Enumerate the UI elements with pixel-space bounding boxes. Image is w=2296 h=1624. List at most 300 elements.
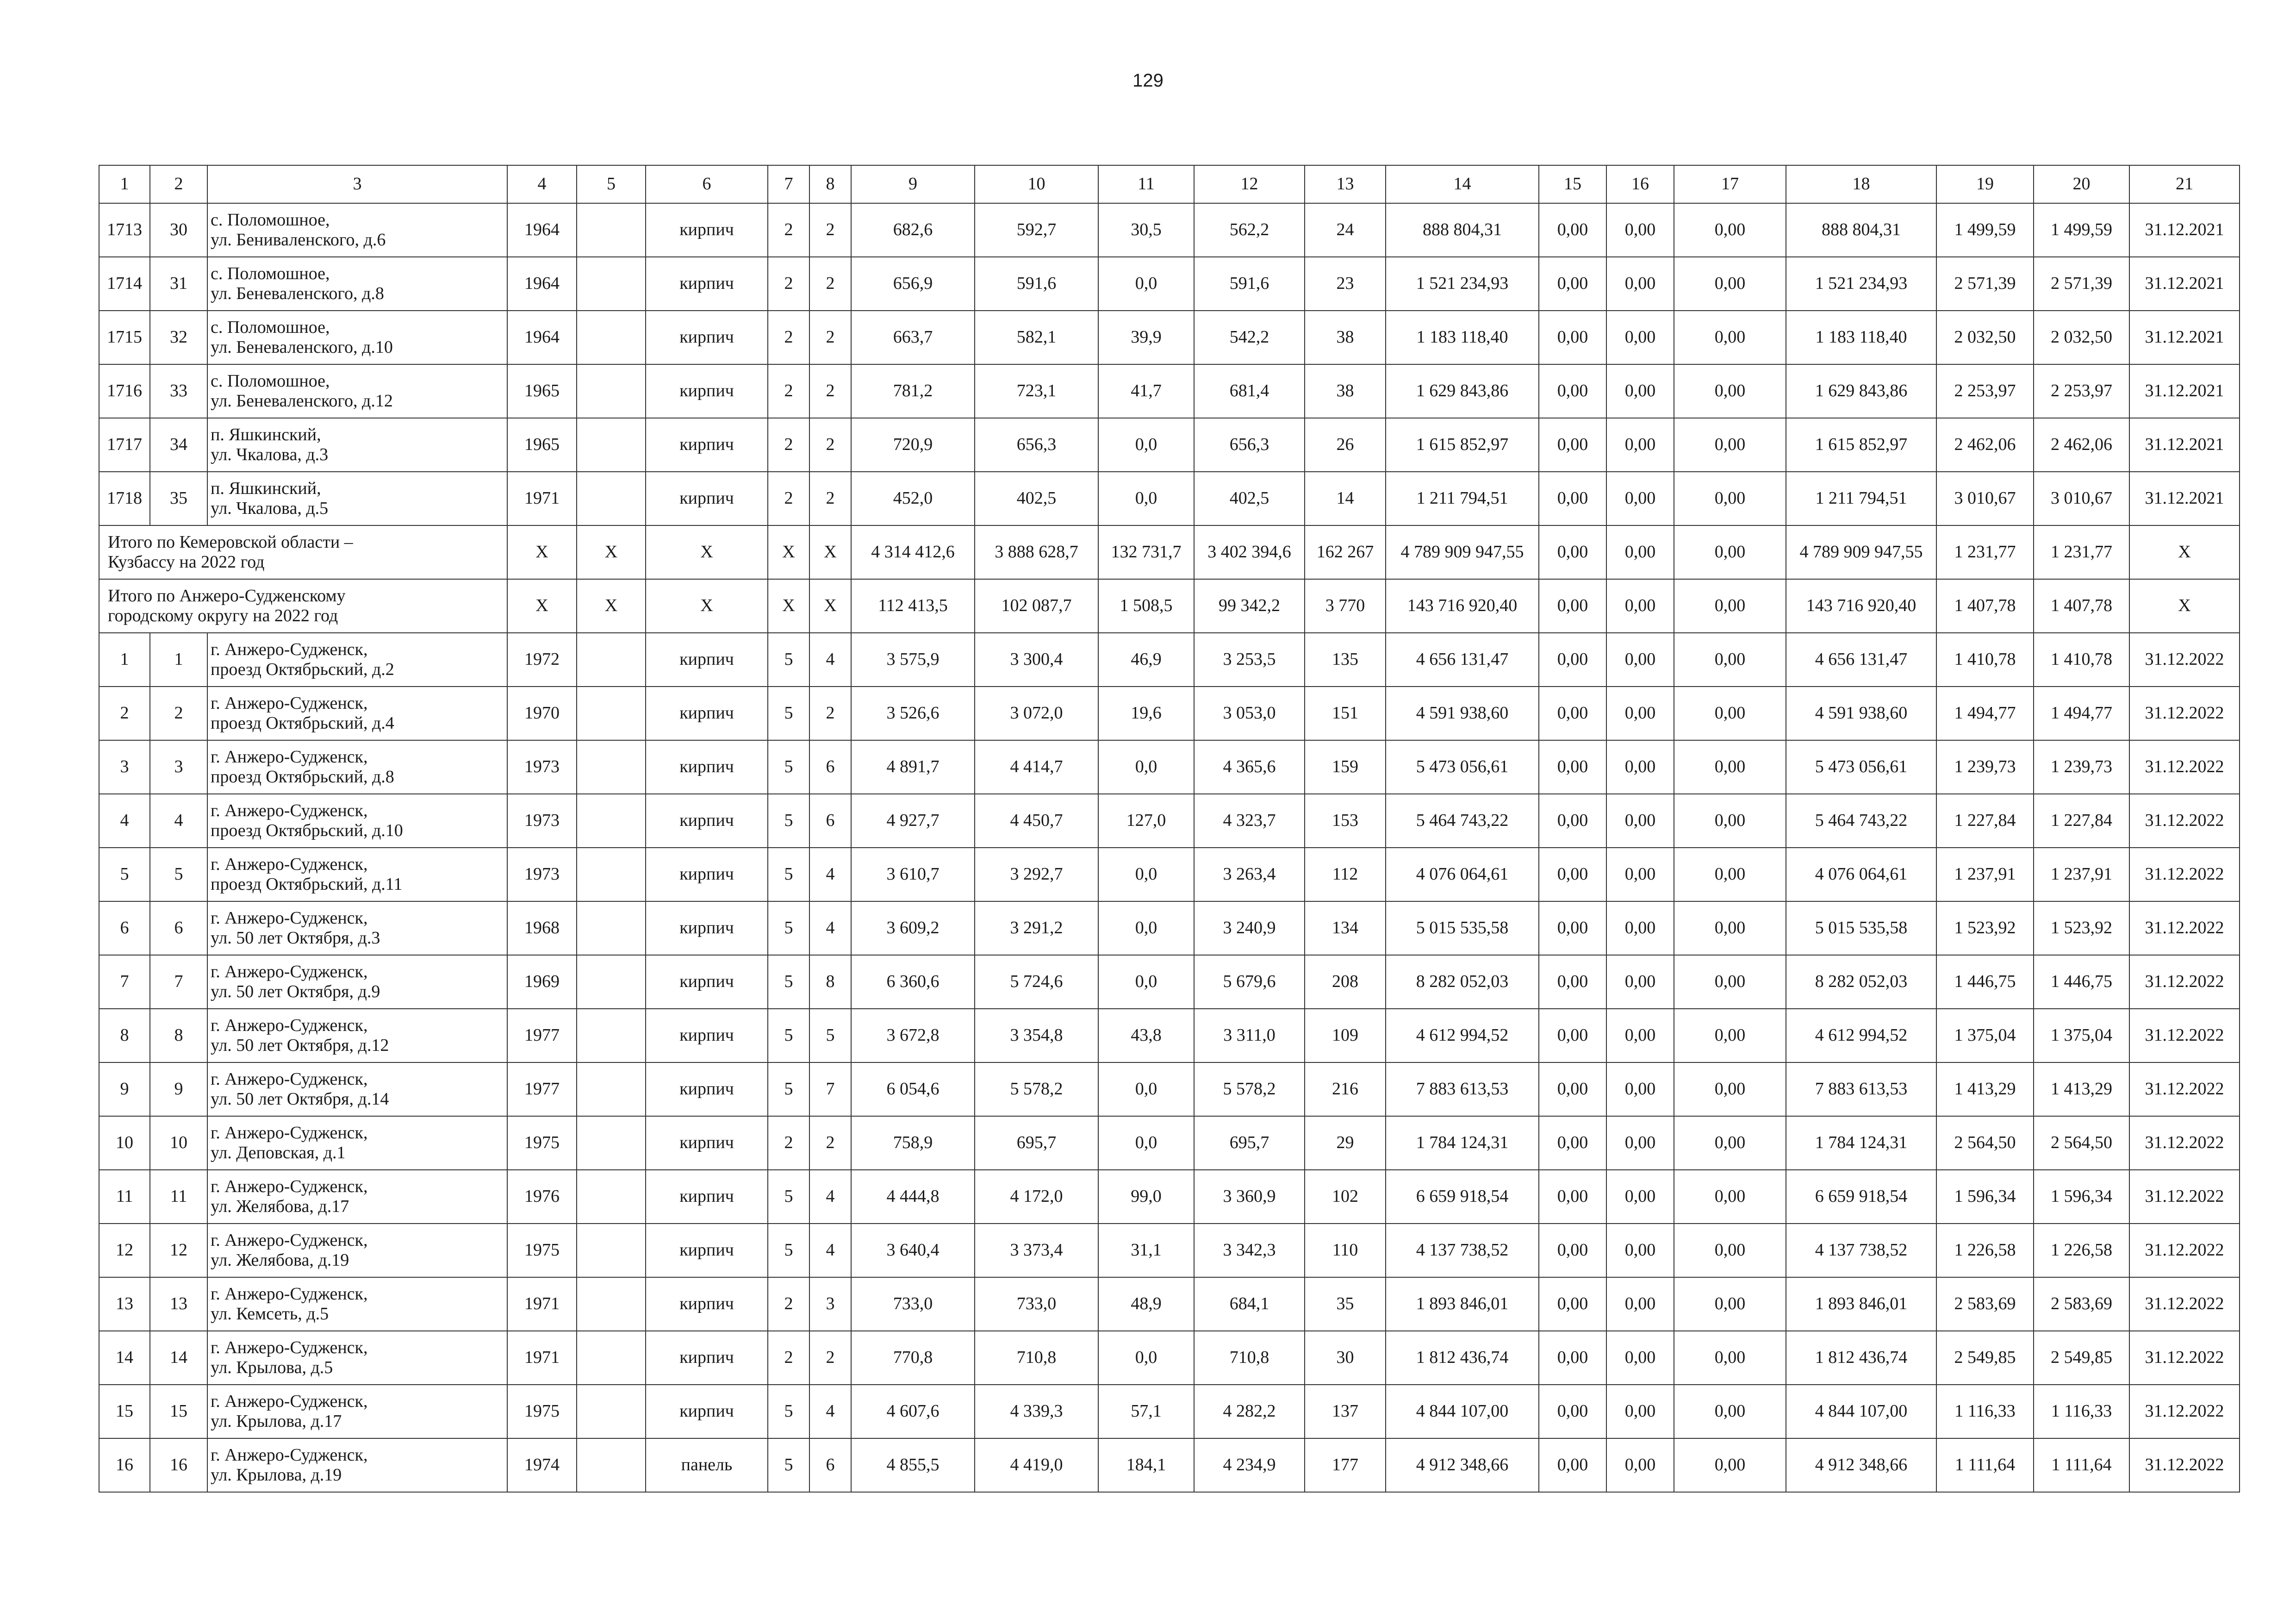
table-cell: Х — [2129, 579, 2240, 633]
address-cell-line: г. Анжеро-Судженск, — [211, 1069, 368, 1089]
table-cell: 31.12.2022 — [2129, 1331, 2240, 1385]
table-cell: 4 612 994,52 — [1386, 1009, 1539, 1062]
table-cell: 6 — [809, 1438, 851, 1492]
table-cell: 681,4 — [1194, 364, 1305, 418]
table-cell: 35 — [150, 472, 207, 525]
address-cell-line: г. Анжеро-Судженск, — [211, 1230, 368, 1250]
table-cell: 1713 — [99, 203, 150, 257]
table-cell: 4 339,3 — [975, 1385, 1098, 1438]
table-cell: 1 183 118,40 — [1386, 311, 1539, 364]
table-cell: 2 583,69 — [2034, 1277, 2129, 1331]
table-cell: 0,00 — [1674, 1438, 1786, 1492]
table-row — [99, 1331, 2240, 1385]
table-cell: 1714 — [99, 257, 150, 311]
table-cell: 2 — [150, 687, 207, 740]
table-cell: 0,00 — [1539, 1331, 1606, 1385]
table-cell: 143 716 920,40 — [1786, 579, 1936, 633]
table-cell: 0,00 — [1674, 364, 1786, 418]
table-row — [99, 794, 2240, 848]
address-cell-line: ул. Беневаленского, д.8 — [211, 284, 384, 303]
table-cell: 0,00 — [1539, 257, 1606, 311]
address-cell-line: ул. Желябова, д.17 — [211, 1197, 349, 1216]
table-row — [99, 687, 2240, 740]
table-cell: 3 770 — [1305, 579, 1386, 633]
table-cell: 5 — [768, 633, 809, 687]
table-cell: 0,00 — [1539, 794, 1606, 848]
table-cell: 99 342,2 — [1194, 579, 1305, 633]
table-cell: 31,1 — [1098, 1224, 1194, 1277]
table-cell: 2 462,06 — [2034, 418, 2129, 472]
table-cell — [577, 203, 646, 257]
table-cell: 109 — [1305, 1009, 1386, 1062]
table-cell: 57,1 — [1098, 1385, 1194, 1438]
table-cell: 7 — [99, 955, 150, 1009]
table-cell: 8 — [809, 955, 851, 1009]
table-cell: 723,1 — [975, 364, 1098, 418]
table-cell: 31.12.2022 — [2129, 687, 2240, 740]
table-cell: кирпич — [646, 1385, 768, 1438]
table-cell: 2 571,39 — [2034, 257, 2129, 311]
address-cell-line: ул. Деповская, д.1 — [211, 1143, 346, 1162]
address-cell — [207, 1116, 507, 1170]
table-cell: 3 402 394,6 — [1194, 525, 1305, 579]
header-cell: 2 — [150, 165, 207, 203]
table-cell: 10 — [150, 1116, 207, 1170]
table-cell: 30 — [1305, 1331, 1386, 1385]
table-cell: кирпич — [646, 1009, 768, 1062]
table-cell: 4 912 348,66 — [1386, 1438, 1539, 1492]
table-cell: 5 — [768, 1385, 809, 1438]
table-cell: 656,9 — [851, 257, 975, 311]
table-cell: 2 564,50 — [1936, 1116, 2034, 1170]
address-cell-line: с. Поломошное, — [211, 371, 330, 391]
table-cell: 0,00 — [1606, 1277, 1674, 1331]
table-cell — [577, 418, 646, 472]
table-cell: 1 226,58 — [1936, 1224, 2034, 1277]
total-label — [99, 525, 507, 579]
table-cell: 7 — [150, 955, 207, 1009]
table-cell: 8 — [150, 1009, 207, 1062]
table-cell: 0,00 — [1539, 1385, 1606, 1438]
table-cell: 3 609,2 — [851, 901, 975, 955]
table-cell — [577, 1170, 646, 1224]
table-cell: 9 — [150, 1062, 207, 1116]
table-cell: 3 010,67 — [2034, 472, 2129, 525]
address-cell-line: г. Анжеро-Судженск, — [211, 962, 368, 982]
table-row — [99, 257, 2240, 311]
table-cell: 34 — [150, 418, 207, 472]
table-cell: кирпич — [646, 1062, 768, 1116]
table-cell: 5 — [809, 1009, 851, 1062]
table-cell: 1 523,92 — [2034, 901, 2129, 955]
table-cell: 0,00 — [1606, 1170, 1674, 1224]
address-cell-line: ул. 50 лет Октября, д.14 — [211, 1089, 389, 1109]
table-cell: 1 784 124,31 — [1386, 1116, 1539, 1170]
table-cell — [577, 1009, 646, 1062]
table-cell: 1 812 436,74 — [1786, 1331, 1936, 1385]
table-cell: 0,00 — [1674, 472, 1786, 525]
table-cell: 1976 — [507, 1170, 577, 1224]
table-cell: 1 523,92 — [1936, 901, 2034, 955]
table-cell: 2 — [768, 1331, 809, 1385]
table-cell: 1 239,73 — [1936, 740, 2034, 794]
table-cell: 2 — [768, 1277, 809, 1331]
table-cell: Х — [768, 525, 809, 579]
address-cell-line: г. Анжеро-Судженск, — [211, 1177, 368, 1197]
table-cell: 1965 — [507, 364, 577, 418]
table-row — [99, 364, 2240, 418]
table-row — [99, 311, 2240, 364]
table-cell: 2 032,50 — [1936, 311, 2034, 364]
table-cell: 1 227,84 — [2034, 794, 2129, 848]
table-cell: 4 365,6 — [1194, 740, 1305, 794]
table-cell: 663,7 — [851, 311, 975, 364]
buildings-table — [99, 165, 2240, 1493]
table-cell: 39,9 — [1098, 311, 1194, 364]
total-label-line: Кузбассу на 2022 год — [108, 552, 265, 572]
table-cell: 1970 — [507, 687, 577, 740]
table-cell: 4 789 909 947,55 — [1386, 525, 1539, 579]
table-cell: 1 237,91 — [1936, 848, 2034, 901]
address-cell-line: ул. Желябова, д.19 — [211, 1250, 349, 1270]
table-cell: 0,00 — [1539, 1277, 1606, 1331]
table-cell: Х — [577, 525, 646, 579]
address-cell-line: ул. Кемсеть, д.5 — [211, 1304, 329, 1324]
table-cell: 4 137 738,52 — [1386, 1224, 1539, 1277]
address-cell — [207, 794, 507, 848]
table-cell: 0,0 — [1098, 1331, 1194, 1385]
address-cell — [207, 472, 507, 525]
table-cell: 184,1 — [1098, 1438, 1194, 1492]
address-cell — [207, 1385, 507, 1438]
table-cell: 1 111,64 — [2034, 1438, 2129, 1492]
table-cell: 2 462,06 — [1936, 418, 2034, 472]
table-cell: кирпич — [646, 257, 768, 311]
table-cell — [577, 1062, 646, 1116]
table-cell: 4 076 064,61 — [1786, 848, 1936, 901]
table-cell: 1 446,75 — [1936, 955, 2034, 1009]
table-cell: 2 253,97 — [1936, 364, 2034, 418]
table-cell: 30 — [150, 203, 207, 257]
address-cell — [207, 687, 507, 740]
table-cell: кирпич — [646, 794, 768, 848]
table-row — [99, 955, 2240, 1009]
table-cell: 710,8 — [1194, 1331, 1305, 1385]
table-row — [99, 848, 2240, 901]
table-cell: 1971 — [507, 1331, 577, 1385]
table-cell: 12 — [150, 1224, 207, 1277]
address-cell — [207, 955, 507, 1009]
table-cell: 5 — [768, 848, 809, 901]
table-cell: 5 578,2 — [975, 1062, 1098, 1116]
table-cell: 102 — [1305, 1170, 1386, 1224]
table-cell: 4 137 738,52 — [1786, 1224, 1936, 1277]
table-cell: 2 — [768, 418, 809, 472]
table-cell: 1 499,59 — [2034, 203, 2129, 257]
table-cell: 3 — [150, 740, 207, 794]
table-cell: 0,00 — [1674, 1170, 1786, 1224]
table-cell: 542,2 — [1194, 311, 1305, 364]
table-cell: 31.12.2021 — [2129, 203, 2240, 257]
table-cell — [577, 794, 646, 848]
table-cell: 13 — [99, 1277, 150, 1331]
table-cell: 30,5 — [1098, 203, 1194, 257]
table-cell: 758,9 — [851, 1116, 975, 1170]
table-cell: 38 — [1305, 364, 1386, 418]
table-cell: 1715 — [99, 311, 150, 364]
table-cell: 1 410,78 — [2034, 633, 2129, 687]
table-cell: 41,7 — [1098, 364, 1194, 418]
table-cell: 7 883 613,53 — [1386, 1062, 1539, 1116]
table-cell: 3 292,7 — [975, 848, 1098, 901]
table-cell: 1 211 794,51 — [1786, 472, 1936, 525]
address-cell — [207, 203, 507, 257]
table-cell: 5 — [99, 848, 150, 901]
table-cell: 1 116,33 — [1936, 1385, 2034, 1438]
table-row — [99, 1385, 2240, 1438]
table-cell: 31.12.2021 — [2129, 311, 2240, 364]
table-cell: 1 211 794,51 — [1386, 472, 1539, 525]
table-cell: 4 — [150, 794, 207, 848]
address-cell-line: ул. Крылова, д.19 — [211, 1465, 342, 1485]
table-cell: 4 891,7 — [851, 740, 975, 794]
table-cell: 31.12.2022 — [2129, 1062, 2240, 1116]
table-cell: 1965 — [507, 418, 577, 472]
table-cell: 2 — [768, 257, 809, 311]
table-cell: 0,00 — [1674, 794, 1786, 848]
table-cell: 0,00 — [1674, 203, 1786, 257]
table-cell: 1977 — [507, 1009, 577, 1062]
table-cell: 0,00 — [1539, 418, 1606, 472]
table-cell: 15 — [150, 1385, 207, 1438]
table-cell: 695,7 — [1194, 1116, 1305, 1170]
header-cell: 6 — [646, 165, 768, 203]
table-row — [99, 740, 2240, 794]
total-row — [99, 579, 2240, 633]
table-cell: 1973 — [507, 740, 577, 794]
table-cell: 16 — [99, 1438, 150, 1492]
table-cell: 13 — [150, 1277, 207, 1331]
table-cell: 452,0 — [851, 472, 975, 525]
table-cell: 582,1 — [975, 311, 1098, 364]
table-cell: 1975 — [507, 1116, 577, 1170]
table-cell: 38 — [1305, 311, 1386, 364]
table-cell: 0,0 — [1098, 901, 1194, 955]
table-cell: 0,00 — [1539, 1170, 1606, 1224]
table-cell: 4 234,9 — [1194, 1438, 1305, 1492]
address-cell-line: г. Анжеро-Судженск, — [211, 1338, 368, 1358]
table-cell: 135 — [1305, 633, 1386, 687]
table-cell: 1 111,64 — [1936, 1438, 2034, 1492]
table-cell: 0,00 — [1674, 1331, 1786, 1385]
table-cell: кирпич — [646, 364, 768, 418]
table-cell: 3 575,9 — [851, 633, 975, 687]
table-cell: 2 — [809, 311, 851, 364]
table-cell: 0,00 — [1674, 955, 1786, 1009]
table-cell: 5 — [768, 1009, 809, 1062]
table-cell: 1969 — [507, 955, 577, 1009]
table-cell: 591,6 — [975, 257, 1098, 311]
table-cell: 1 375,04 — [1936, 1009, 2034, 1062]
table-cell: 1 237,91 — [2034, 848, 2129, 901]
table-cell: 591,6 — [1194, 257, 1305, 311]
table-cell: 6 — [99, 901, 150, 955]
address-cell-line: проезд Октябрьский, д.11 — [211, 874, 403, 894]
table-cell: 0,00 — [1606, 203, 1674, 257]
table-cell: 0,00 — [1606, 1224, 1674, 1277]
table-cell: 112 413,5 — [851, 579, 975, 633]
table-cell: 48,9 — [1098, 1277, 1194, 1331]
table-cell: кирпич — [646, 901, 768, 955]
table-cell: 1 893 846,01 — [1786, 1277, 1936, 1331]
table-cell: 1 494,77 — [1936, 687, 2034, 740]
table-cell: 1 629 843,86 — [1386, 364, 1539, 418]
table-cell: 3 311,0 — [1194, 1009, 1305, 1062]
table-cell: 2 — [809, 418, 851, 472]
table-cell: 5 473 056,61 — [1786, 740, 1936, 794]
table-cell: 3 373,4 — [975, 1224, 1098, 1277]
address-cell-line: г. Анжеро-Судженск, — [211, 1123, 368, 1143]
table-cell: 0,00 — [1606, 311, 1674, 364]
table-cell: 0,00 — [1539, 955, 1606, 1009]
table-cell: 2 253,97 — [2034, 364, 2129, 418]
address-cell — [207, 364, 507, 418]
header-cell: 12 — [1194, 165, 1305, 203]
table-cell: 3 053,0 — [1194, 687, 1305, 740]
table-cell: 1975 — [507, 1224, 577, 1277]
table-cell: 0,00 — [1674, 1224, 1786, 1277]
table-cell: кирпич — [646, 472, 768, 525]
table-cell: 2 — [768, 472, 809, 525]
address-cell — [207, 1009, 507, 1062]
table-cell: 6 — [150, 901, 207, 955]
table-cell: 402,5 — [1194, 472, 1305, 525]
table-cell: 162 267 — [1305, 525, 1386, 579]
table-cell: 3 263,4 — [1194, 848, 1305, 901]
table-cell: 4 — [809, 1170, 851, 1224]
table-cell: 31.12.2022 — [2129, 740, 2240, 794]
header-cell: 13 — [1305, 165, 1386, 203]
table-cell: 1 413,29 — [1936, 1062, 2034, 1116]
table-cell: 2 — [768, 1116, 809, 1170]
table-cell: 0,00 — [1606, 525, 1674, 579]
address-cell-line: с. Поломошное, — [211, 318, 330, 337]
table-cell: 4 — [809, 1224, 851, 1277]
table-cell: 31.12.2021 — [2129, 364, 2240, 418]
table-row — [99, 1224, 2240, 1277]
address-cell-line: проезд Октябрьский, д.4 — [211, 713, 394, 733]
table-cell: 1 615 852,97 — [1386, 418, 1539, 472]
table-cell: 1716 — [99, 364, 150, 418]
table-cell: 1 — [99, 633, 150, 687]
table-cell: 1975 — [507, 1385, 577, 1438]
table-cell: 2 — [809, 687, 851, 740]
table-cell: 3 640,4 — [851, 1224, 975, 1277]
table-cell: 6 659 918,54 — [1386, 1170, 1539, 1224]
table-cell — [577, 472, 646, 525]
table-cell: 1 812 436,74 — [1386, 1331, 1539, 1385]
table-cell: 1717 — [99, 418, 150, 472]
table-cell: 0,00 — [1606, 848, 1674, 901]
address-cell — [207, 1224, 507, 1277]
table-cell: 656,3 — [1194, 418, 1305, 472]
table-cell: 1718 — [99, 472, 150, 525]
address-cell-line: г. Анжеро-Судженск, — [211, 801, 368, 821]
table-cell: Х — [577, 579, 646, 633]
table-cell: 5 464 743,22 — [1386, 794, 1539, 848]
table-cell: 0,0 — [1098, 955, 1194, 1009]
table-cell: кирпич — [646, 1277, 768, 1331]
table-cell: 31.12.2022 — [2129, 901, 2240, 955]
table-cell: 1 499,59 — [1936, 203, 2034, 257]
table-cell: 19,6 — [1098, 687, 1194, 740]
address-cell-line: г. Анжеро-Судженск, — [211, 693, 368, 713]
table-cell: 4 — [809, 633, 851, 687]
table-cell — [577, 955, 646, 1009]
total-label-line: Итого по Кемеровской области – — [108, 532, 353, 552]
table-cell: 0,0 — [1098, 1062, 1194, 1116]
table-cell: 33 — [150, 364, 207, 418]
table-cell: 5 — [768, 740, 809, 794]
table-cell: 4 — [99, 794, 150, 848]
table-cell: 8 282 052,03 — [1786, 955, 1936, 1009]
table-cell: 1968 — [507, 901, 577, 955]
table-cell: 110 — [1305, 1224, 1386, 1277]
table-cell: 46,9 — [1098, 633, 1194, 687]
table-cell: 0,0 — [1098, 740, 1194, 794]
table-cell: 5 — [768, 1438, 809, 1492]
table-cell: 888 804,31 — [1386, 203, 1539, 257]
table-cell: 4 076 064,61 — [1386, 848, 1539, 901]
address-cell-line: с. Поломошное, — [211, 264, 330, 284]
table-cell: 0,00 — [1539, 633, 1606, 687]
table-cell: 5 — [768, 1170, 809, 1224]
table-cell: 102 087,7 — [975, 579, 1098, 633]
table-cell: 9 — [99, 1062, 150, 1116]
table-cell: 0,00 — [1606, 579, 1674, 633]
table-cell: 132 731,7 — [1098, 525, 1194, 579]
table-cell: 151 — [1305, 687, 1386, 740]
address-cell — [207, 1062, 507, 1116]
table-cell: 0,00 — [1606, 1116, 1674, 1170]
table-cell: кирпич — [646, 203, 768, 257]
table-cell: 5 015 535,58 — [1786, 901, 1936, 955]
table-cell: 1 615 852,97 — [1786, 418, 1936, 472]
table-cell: 1 521 234,93 — [1386, 257, 1539, 311]
table-cell: 2 — [809, 1116, 851, 1170]
table-cell: 6 659 918,54 — [1786, 1170, 1936, 1224]
table-cell: 1 521 234,93 — [1786, 257, 1936, 311]
table-cell: 5 015 535,58 — [1386, 901, 1539, 955]
table-cell: 0,00 — [1674, 901, 1786, 955]
address-cell-line: ул. Беневаленского, д.10 — [211, 337, 393, 357]
table-cell: 2 — [809, 472, 851, 525]
table-cell: 5 — [768, 1224, 809, 1277]
table-cell: кирпич — [646, 311, 768, 364]
table-cell: 1 375,04 — [2034, 1009, 2129, 1062]
table-cell: 3 300,4 — [975, 633, 1098, 687]
table-cell — [577, 257, 646, 311]
table-cell: 2 — [809, 364, 851, 418]
table-cell: 0,0 — [1098, 1116, 1194, 1170]
table-cell: 112 — [1305, 848, 1386, 901]
table-cell: 0,00 — [1606, 1009, 1674, 1062]
header-cell: 5 — [577, 165, 646, 203]
header-cell: 19 — [1936, 165, 2034, 203]
table-cell: 0,00 — [1539, 579, 1606, 633]
total-label-line: Итого по Анжеро-Судженскому — [108, 586, 346, 606]
table-cell: 7 — [809, 1062, 851, 1116]
